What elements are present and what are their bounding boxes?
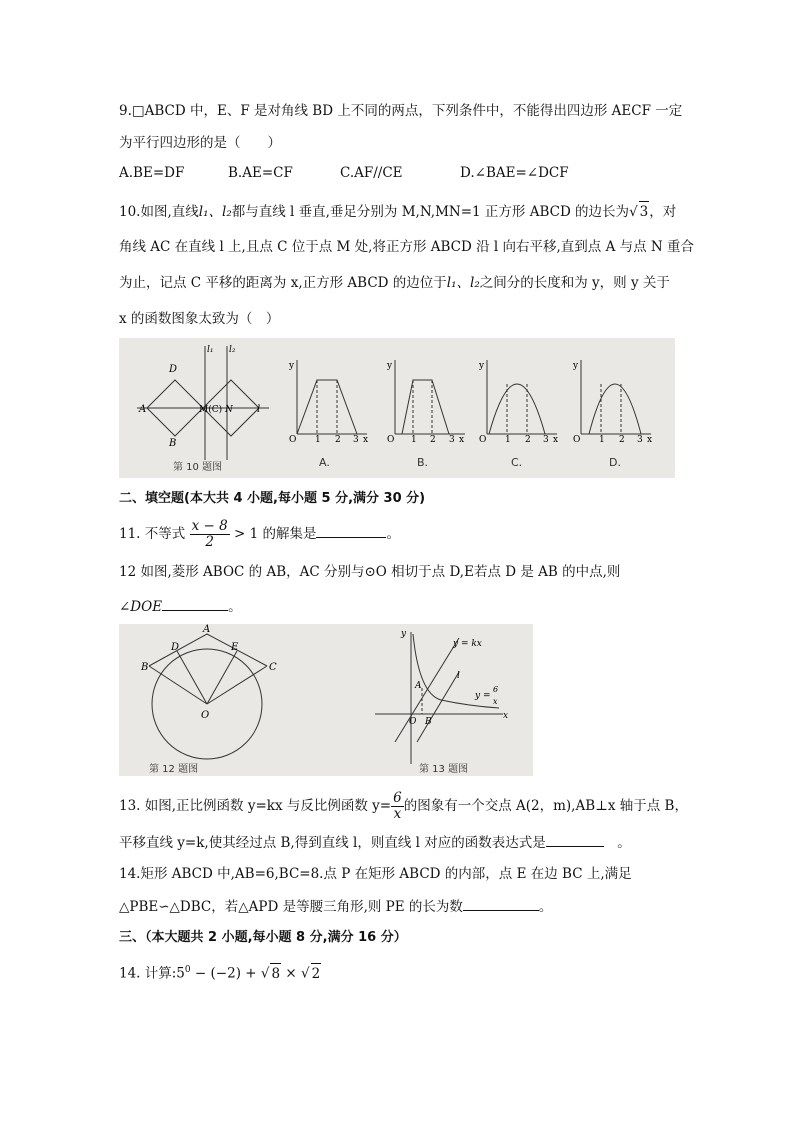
q12-line2: ∠DOE 。	[119, 596, 242, 617]
svg-text:O: O	[201, 710, 210, 721]
svg-text:M(C): M(C)	[199, 405, 223, 415]
svg-text:x: x	[553, 435, 559, 445]
svg-text:y: y	[401, 629, 407, 639]
figure-10-caption: 第 10 题图	[173, 462, 223, 473]
l1-l2-label: l₁、l₂	[198, 204, 232, 220]
svg-text:l: l	[457, 671, 460, 681]
svg-text:A: A	[203, 624, 211, 635]
svg-text:y: y	[289, 361, 295, 371]
svg-text:O: O	[387, 435, 395, 445]
figure-12-caption: 第 12 题图	[149, 764, 199, 775]
svg-text:O: O	[289, 435, 297, 445]
svg-text:2: 2	[525, 435, 531, 445]
svg-text:3: 3	[353, 435, 359, 445]
q14-line1: 14.矩形 ABCD 中,AB=6,BC=8.点 P 在矩形 ABCD 的内部，点 E 在边 BC 上,满足	[119, 866, 632, 882]
svg-text:O: O	[409, 717, 417, 727]
q9-option-b: B.AE=CF	[228, 165, 293, 181]
svg-text:1: 1	[315, 435, 321, 445]
figure-10-drawing	[119, 338, 675, 478]
sqrt-8: 8	[270, 963, 281, 984]
q13-fraction: $\frac{6}{x}$	[393, 790, 402, 822]
q9-option-c: C.AF//CE	[340, 165, 403, 181]
svg-text:A: A	[139, 404, 147, 415]
svg-text:3: 3	[449, 435, 455, 445]
svg-text:2: 2	[335, 435, 341, 445]
svg-text:l: l	[257, 404, 261, 415]
q9-option-a: A.BE=DF	[119, 165, 185, 181]
svg-text:C: C	[269, 662, 277, 673]
q-calc: 14. 计算$:5^0 - (-2)$ + √ 8 × √ 2	[119, 960, 321, 984]
q12-line1: 12 如图,菱形 ABOC 的 AB，AC 分别与⊙O 相切于点 D,E若点 D 是 AB 的中点,则	[119, 564, 621, 580]
svg-text:O: O	[479, 435, 487, 445]
svg-text:D: D	[171, 642, 180, 653]
q11: 11. 不等式 $\frac{x - 8}{2}$ > 1 的解集是 。	[119, 518, 400, 550]
svg-text:N: N	[225, 405, 233, 415]
svg-text:1: 1	[505, 435, 511, 445]
figures-12-13	[119, 624, 533, 776]
section-2-title: 二、填空题(本大共 4 小题,每小题 5 分,满分 30 分)	[119, 491, 426, 506]
svg-text:y = kx: y = kx	[453, 639, 482, 649]
svg-text:O: O	[573, 435, 581, 445]
svg-text:D: D	[169, 364, 178, 375]
graph-b-label: B.	[417, 456, 429, 469]
q13-line1: 13. 如图,正比例函数 y=kx 与反比例函数 y= $\frac{6}{x}$ 的图象有一个交点 A(2，m),AB⊥x 轴于点 B，	[119, 790, 688, 822]
graph-c-label: C.	[511, 456, 523, 469]
svg-text:B: B	[141, 662, 149, 673]
svg-text:3: 3	[543, 435, 549, 445]
q14-answer-blank[interactable]	[463, 896, 539, 911]
q11-fraction: $\frac{x - 8}{2}$	[191, 518, 228, 550]
svg-text:x: x	[503, 711, 509, 721]
svg-text:6: 6	[493, 685, 499, 694]
svg-text:x: x	[363, 435, 369, 445]
svg-text:x: x	[647, 435, 653, 445]
svg-text:l₂: l₂	[229, 345, 236, 355]
q13-answer-blank[interactable]	[546, 832, 604, 847]
q13-line2: 平移直线 y=k,使其经过点 B,得到直线 l，则直线 l 对应的函数表达式是 。	[119, 832, 631, 853]
graph-d-label: D.	[609, 456, 621, 469]
svg-text:x: x	[459, 435, 465, 445]
svg-text:A: A	[415, 681, 422, 691]
q12-answer-blank[interactable]	[162, 596, 228, 611]
figure-10	[119, 338, 675, 478]
svg-text:3: 3	[637, 435, 643, 445]
svg-text:E: E	[231, 642, 239, 653]
svg-text:2: 2	[430, 435, 436, 445]
sqrt-3: 3	[639, 201, 650, 222]
figures-12-13-drawing	[119, 624, 533, 776]
svg-text:x: x	[493, 697, 498, 706]
sqrt-2: 2	[311, 963, 322, 984]
q14-line2: △PBE∽△DBC，若△APD 是等腰三角形,则 PE 的长为数 。	[119, 896, 552, 917]
figure-13-caption: 第 13 题图	[419, 764, 469, 775]
q11-answer-blank[interactable]	[316, 523, 386, 538]
q10-line2: 角线 AC 在直线 l 上,且点 C 位于点 M 处,将正方形 ABCD 沿 l 向右平移,直到点 A 与点 N 重合	[119, 239, 695, 255]
svg-text:B: B	[425, 717, 432, 727]
q9-line1: 9.□ABCD 中，E、F 是对角线 BD 上不同的两点，下列条件中，不能得出四边形 AECF 一定	[119, 103, 683, 119]
svg-text:y =: y =	[475, 691, 491, 701]
graph-a-label: A.	[319, 456, 330, 469]
svg-text:y: y	[573, 361, 579, 371]
q10-line4: x 的函数图象太致为（ ）	[119, 311, 280, 327]
svg-text:B: B	[169, 438, 177, 449]
svg-text:1: 1	[411, 435, 417, 445]
svg-text:1: 1	[599, 435, 605, 445]
svg-text:y: y	[479, 361, 485, 371]
q10-line1: 10.如图,直线l₁、l₂都与直线 l 垂直,垂足分别为 M,N,MN=1 正方形 ABCD 的边长为√ 3，对	[119, 201, 676, 222]
svg-text:l₁: l₁	[207, 345, 214, 355]
svg-text:y: y	[387, 361, 393, 371]
q9-option-d: D.∠BAE=∠DCF	[460, 165, 569, 181]
svg-text:2: 2	[619, 435, 625, 445]
q10-line3: 为止，记点 C 平移的距离为 x,正方形 ABCD 的边位于l₁、l₂之间分的长度和为 y，则 y 关于	[119, 275, 670, 291]
section-3-title: 三、（本大题共 2 小题,每小题 8 分,满分 16 分）	[119, 930, 407, 945]
q9-line2: 为平行四边形的是（ ）	[119, 135, 281, 151]
